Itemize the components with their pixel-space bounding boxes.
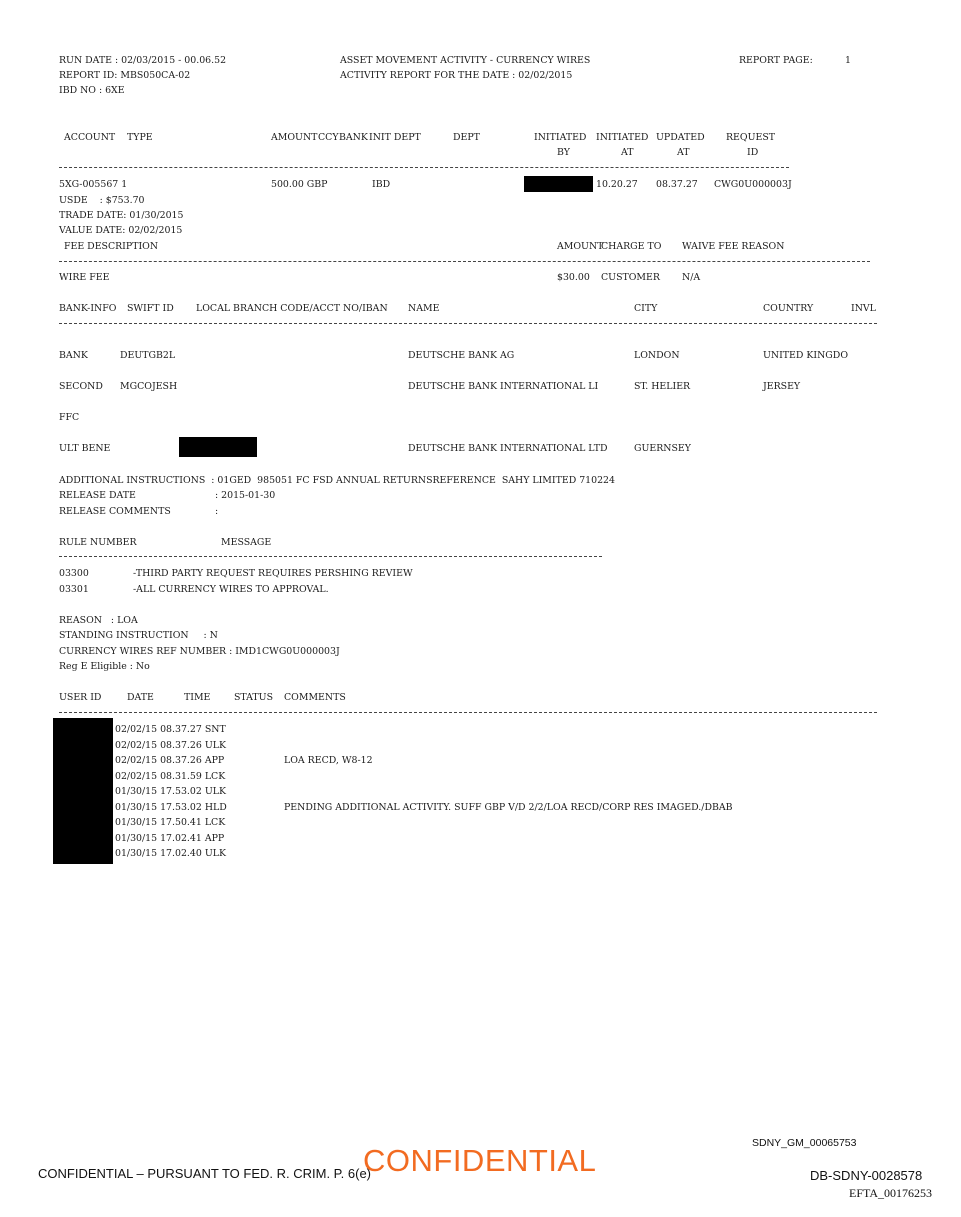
invl-header: INVL	[851, 303, 876, 314]
history-comment: LOA RECD, W8-12	[284, 755, 373, 766]
ibd-number: IBD NO : 6XE	[59, 85, 125, 96]
history-row: 01/30/15 17.50.41 LCK	[115, 817, 226, 828]
history-row: 02/02/15 08.37.26 ULK	[115, 740, 226, 751]
second-country: JERSEY	[763, 381, 801, 392]
col-type: TYPE	[127, 132, 153, 143]
wire-account: 5XG-005567 1	[59, 179, 128, 190]
standing-instruction: STANDING INSTRUCTION : N	[59, 630, 218, 641]
redaction	[53, 718, 113, 864]
second-swift: MGCOJESH	[120, 381, 178, 392]
bates-sdny: SDNY_GM_00065753	[752, 1137, 857, 1149]
release-comments-value: :	[215, 506, 219, 517]
second-role: SECOND	[59, 381, 103, 392]
fee-divider	[59, 261, 870, 262]
col-request: REQUEST	[726, 132, 776, 143]
col-dept: DEPT	[453, 132, 480, 143]
rule-message-header: MESSAGE	[221, 537, 272, 548]
fee-charge: CUSTOMER	[601, 272, 660, 283]
run-date: RUN DATE : 02/03/2015 - 00.06.52	[59, 55, 227, 66]
ult-bene-city: GUERNSEY	[634, 443, 691, 454]
history-date-header: DATE	[127, 692, 154, 703]
release-date-label: RELEASE DATE	[59, 490, 136, 501]
confidential-notice: CONFIDENTIAL – PURSUANT TO FED. R. CRIM. P. 6(e)	[38, 1166, 372, 1181]
ult-bene-role: ULT BENE	[59, 443, 111, 454]
confidential-stamp: CONFIDENTIAL	[363, 1143, 597, 1178]
history-row: 01/30/15 17.02.41 APP	[115, 833, 225, 844]
col-updated: UPDATED	[656, 132, 705, 143]
col-initiated-by: INITIATED	[534, 132, 587, 143]
ult-bene-name: DEUTSCHE BANK INTERNATIONAL LTD	[408, 443, 608, 454]
history-status-header: STATUS	[234, 692, 273, 703]
release-comments-label: RELEASE COMMENTS	[59, 506, 171, 517]
history-row: 02/02/15 08.37.27 SNT	[115, 724, 226, 735]
fee-amount: $30.00	[557, 272, 590, 283]
rule-number-header: RULE NUMBER	[59, 537, 137, 548]
swift-header: SWIFT ID	[127, 303, 174, 314]
history-row: 01/30/15 17.53.02 ULK	[115, 786, 226, 797]
history-user-header: USER ID	[59, 692, 102, 703]
wire-value-date: VALUE DATE: 02/02/2015	[59, 225, 183, 236]
report-page-value: 1	[845, 55, 851, 66]
db-sdny-number: DB-SDNY-0028578	[810, 1168, 923, 1183]
col-at-1: AT	[621, 147, 634, 158]
reg-e-eligible: Reg E Eligible : No	[59, 661, 150, 672]
fee-charge-header: CHARGE TO	[601, 241, 662, 252]
history-comments-header: COMMENTS	[284, 692, 346, 703]
col-initiated-at: INITIATED	[596, 132, 649, 143]
bank-swift: DEUTGB2L	[120, 350, 176, 361]
redaction	[179, 437, 257, 457]
fee-desc-header: FEE DESCRIPTION	[64, 241, 159, 252]
history-divider	[59, 712, 877, 713]
history-row: 01/30/15 17.02.40 ULK	[115, 848, 226, 859]
wire-amount: 500.00 GBP	[271, 179, 328, 190]
fee-waive-header: WAIVE FEE REASON	[682, 241, 785, 252]
bank-city: LONDON	[634, 350, 680, 361]
history-row: 02/02/15 08.31.59 LCK	[115, 771, 226, 782]
bank-info-header: BANK-INFO	[59, 303, 117, 314]
column-divider	[59, 167, 789, 168]
col-by: BY	[557, 147, 570, 158]
fee-desc: WIRE FEE	[59, 272, 110, 283]
wire-updated-at: 08.37.27	[656, 179, 698, 190]
report-page-label: REPORT PAGE:	[739, 55, 813, 66]
country-header: COUNTRY	[763, 303, 814, 314]
release-date-value: : 2015-01-30	[215, 490, 276, 501]
col-amount: AMOUNT	[271, 132, 318, 143]
fee-waive: N/A	[682, 272, 701, 283]
wire-trade-date: TRADE DATE: 01/30/2015	[59, 210, 184, 221]
local-branch-header: LOCAL BRANCH CODE/ACCT NO/IBAN	[196, 303, 388, 314]
history-time-header: TIME	[184, 692, 211, 703]
second-name: DEUTSCHE BANK INTERNATIONAL LI	[408, 381, 599, 392]
bank-name: DEUTSCHE BANK AG	[408, 350, 515, 361]
wire-initiated-at: 10.20.27	[596, 179, 638, 190]
bank-info-divider	[59, 323, 877, 324]
rule-number: 03300	[59, 568, 89, 579]
col-ccy: CCY	[318, 132, 339, 143]
col-account: ACCOUNT	[64, 132, 116, 143]
second-city: ST. HELIER	[634, 381, 691, 392]
fee-amount-header: AMOUNT	[557, 241, 604, 252]
history-comment: PENDING ADDITIONAL ACTIVITY. SUFF GBP V/D 2/2/LOA RECD/CORP RES IMAGED./DBAB	[284, 802, 733, 813]
efta-number: EFTA_00176253	[849, 1186, 933, 1200]
col-bank: BANK	[339, 132, 368, 143]
history-row: 02/02/15 08.37.26 APP	[115, 755, 225, 766]
rule-message: -THIRD PARTY REQUEST REQUIRES PERSHING REVIEW	[133, 568, 413, 579]
ffc-role: FFC	[59, 412, 80, 423]
col-id: ID	[747, 147, 759, 158]
reason: REASON : LOA	[59, 615, 138, 626]
wire-bank: IBD	[372, 179, 391, 190]
bank-country: UNITED KINGDO	[763, 350, 849, 361]
report-id: REPORT ID: MBS050CA-02	[59, 70, 191, 81]
ref-number: CURRENCY WIRES REF NUMBER : IMD1CWG0U000003J	[59, 646, 340, 657]
city-header: CITY	[634, 303, 658, 314]
wire-usde: USDE : $753.70	[59, 195, 145, 206]
rules-divider	[59, 556, 602, 557]
name-header: NAME	[408, 303, 440, 314]
col-at-2: AT	[677, 147, 690, 158]
col-init-dept: INIT DEPT	[369, 132, 421, 143]
wire-request-id: CWG0U000003J	[714, 179, 792, 190]
history-row: 01/30/15 17.53.02 HLD	[115, 802, 227, 813]
additional-instructions: ADDITIONAL INSTRUCTIONS : 01GED 985051 FC FSD ANNUAL RETURNSREFERENCE SAHY LIMITED 710224	[59, 475, 615, 486]
bank-role: BANK	[59, 350, 88, 361]
report-title: ASSET MOVEMENT ACTIVITY - CURRENCY WIRES	[340, 55, 591, 66]
rule-number: 03301	[59, 584, 89, 595]
rule-message: -ALL CURRENCY WIRES TO APPROVAL.	[133, 584, 329, 595]
activity-date: ACTIVITY REPORT FOR THE DATE : 02/02/2015	[340, 70, 573, 81]
redaction	[524, 176, 593, 192]
